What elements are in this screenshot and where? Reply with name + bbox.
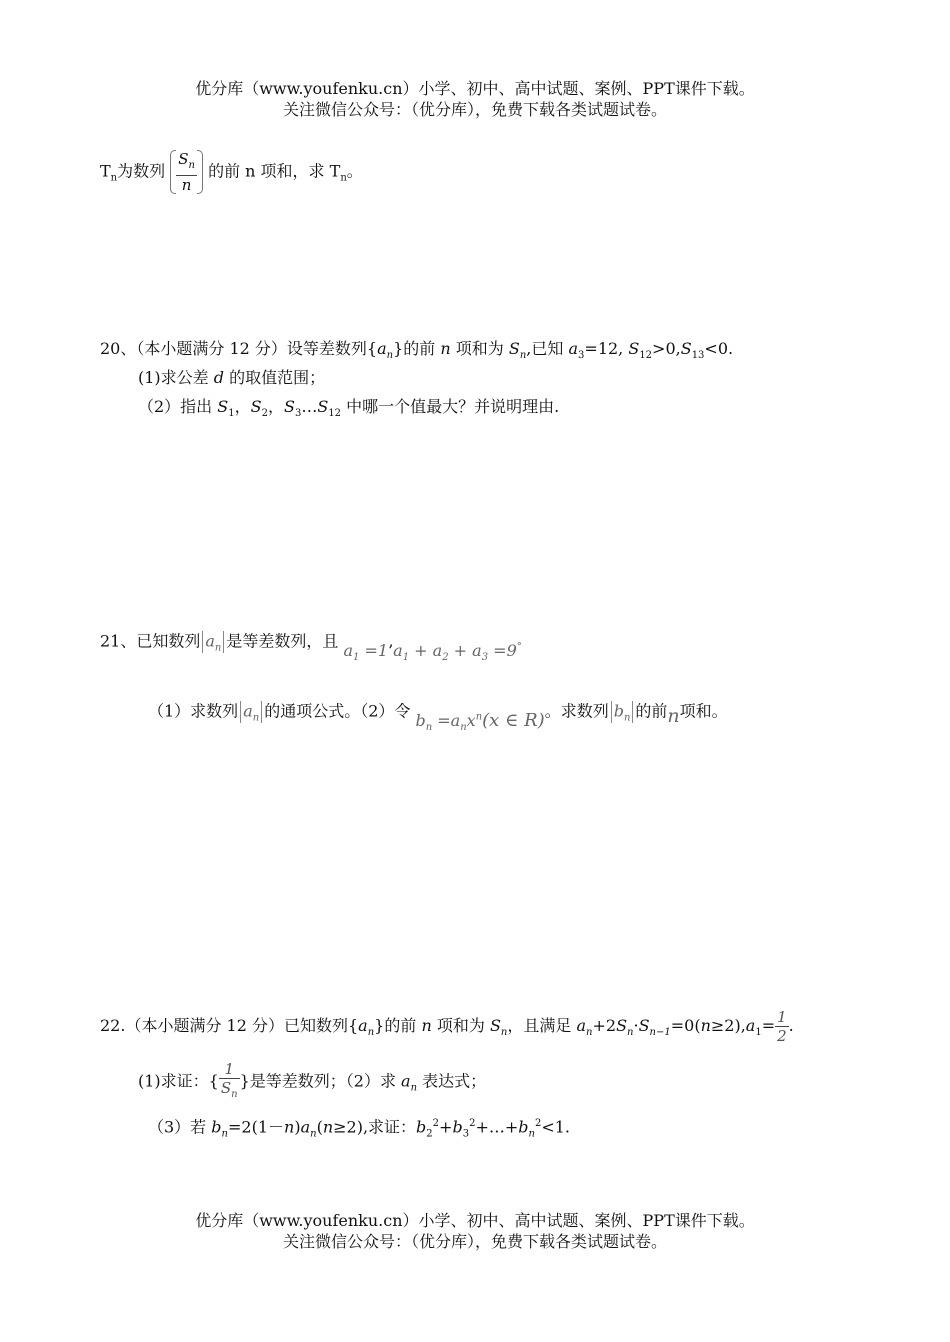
q22-a1-eq: = (761, 1016, 776, 1035)
q22-rel-dot: · (633, 1016, 639, 1035)
q22-p3-bn: b (518, 1117, 529, 1137)
q21-plus1: + (409, 641, 433, 661)
q20-a: a (377, 339, 387, 358)
q21-x: x (466, 711, 476, 731)
q22-p3-d: ) (294, 1117, 301, 1137)
q21-c2-val: =9 (488, 641, 517, 661)
q22-p3-e: ( (316, 1117, 323, 1137)
q22-p3-f: ≥2),求证： (333, 1117, 417, 1137)
half-den: 2 (777, 1027, 787, 1045)
q20-p2-s1: S (217, 397, 229, 416)
q21-an-sub: n (460, 722, 467, 734)
p1-den-sub: n (231, 1089, 238, 1100)
q20-n: n (440, 339, 451, 358)
q20-statement (100, 337, 733, 368)
q21-c1-val: =1 (359, 641, 389, 661)
q22-p3-b3-sup: 2 (469, 1118, 476, 1129)
q22-rel-s2: S (638, 1016, 650, 1035)
q21-p1-a: （1）求数列 (148, 701, 239, 721)
q20-s13: S (680, 339, 692, 358)
q22-p3-c: =2(1－ (227, 1117, 284, 1137)
q20-part-2 (138, 395, 559, 426)
q21-mid1: 是等差数列，且 (226, 631, 339, 651)
q21-parts (148, 696, 728, 734)
q21-c1-sub: 1 (353, 652, 360, 664)
q21-plus2: + (448, 641, 473, 661)
q20-mid6: <0. (704, 339, 734, 358)
q22-a: a (358, 1016, 368, 1035)
q20-mid2: 项和为 (450, 339, 509, 358)
q22-p3-plus1: + (439, 1117, 453, 1137)
q22-part-3 (148, 1112, 570, 1147)
q20-p2-c1: ， (234, 397, 251, 416)
q21-p1-c: 。求数列 (544, 701, 609, 721)
q20-intro: （本小题满分 12 分）设等差数列{ (136, 339, 378, 358)
q22-p1-an-sub: n (410, 1082, 418, 1094)
q22-p3-b: b (211, 1117, 222, 1137)
page-footer (0, 1210, 950, 1252)
q22-number: 22. (100, 1016, 126, 1035)
q21-p1-d: 的前 (635, 701, 668, 721)
q20-p2-s2-sub: 2 (261, 408, 268, 420)
q22-s: S (489, 1016, 501, 1035)
q20-s12-sub: 12 (639, 350, 653, 362)
q21-p1-seq2-sub: n (623, 712, 631, 724)
seq-bar-right-2 (261, 701, 262, 723)
q22-a-sub: n (367, 1027, 375, 1039)
q21-c4-sub: 3 (481, 652, 489, 664)
q22-p3-plus2: +…+ (475, 1117, 519, 1137)
q22-rel-n: n (700, 1016, 711, 1035)
q20-p2-c2: ， (267, 397, 284, 416)
p1-num: 1 (224, 1060, 234, 1078)
footer-line-1: 优分库（www.youfenku.cn）小学、初中、高中试题、案例、PPT课件下载。 (195, 1211, 755, 1230)
header-line-1: 优分库（www.youfenku.cn）小学、初中、高中试题、案例、PPT课件下载。 (195, 79, 755, 98)
q21-conditions (343, 641, 522, 664)
q21-c1: a (343, 641, 354, 661)
q22-p3-b2: b (416, 1117, 427, 1137)
q20-p2-dots: … (301, 397, 318, 416)
seq-bar-right-3 (632, 701, 633, 723)
q22-p1-c: 表达式； (417, 1071, 487, 1091)
q20-mid1: }的前 (393, 339, 441, 358)
q21-p1-e: 项和。 (679, 701, 728, 721)
seq-bar-left (202, 631, 203, 653)
q20-p2-b: 中哪一个值最大？并说明理由. (341, 397, 560, 416)
q22-a1: a (745, 1016, 756, 1035)
q20-a3-sub: 3 (578, 350, 585, 362)
q20-mid4: =12, (584, 339, 629, 358)
q20-p1-a: (1)求公差 (138, 368, 214, 387)
t2-sub: n (340, 172, 347, 184)
one-over-sn-fraction (219, 1060, 240, 1104)
q22-statement (100, 1008, 794, 1045)
q22-rel-s1: S (616, 1016, 628, 1035)
q22-p3-bn-sub: n (528, 1128, 535, 1140)
q22-rel-a-sub: n (586, 1027, 593, 1039)
q22-rel-s2-sub: n−1 (649, 1027, 671, 1039)
q22-p3-bn-sup: 2 (534, 1118, 542, 1129)
q22-p3-b2-sub: 2 (426, 1128, 433, 1140)
q20-a-sub: n (386, 350, 394, 362)
q20-p1-d: d (213, 368, 225, 387)
frac-den: n (176, 175, 197, 194)
q22-rel-d: ≥2), (710, 1016, 746, 1035)
q22-mid1: }的前 (374, 1016, 422, 1035)
sequence-brace (170, 150, 203, 194)
q20-p2-s2: S (250, 397, 262, 416)
q22-rel-c: =0( (670, 1016, 701, 1035)
q20-s12: S (628, 339, 640, 358)
q21-an: a (450, 711, 461, 731)
q21-statement (100, 626, 522, 664)
q20-number: 20、 (100, 339, 137, 358)
q21-x-sup: n (475, 712, 483, 723)
q22-n: n (421, 1016, 432, 1035)
q21-eq: = (432, 711, 451, 731)
q22-p3-an: a (300, 1117, 311, 1137)
q22-p3-n: n (284, 1117, 295, 1137)
q19-tail (100, 150, 363, 194)
footer-line-2: 关注微信公众号：（优分库），免费下载各类试题试卷。 (282, 1232, 667, 1251)
q22-p1-b: }是等差数列；（2）求 (239, 1071, 402, 1091)
q22-rel-a: a (576, 1016, 587, 1035)
q22-intro: （本小题满分 12 分）已知数列{ (125, 1016, 359, 1035)
q21-b-sub: n (425, 722, 433, 734)
q19-text-2: 的前 n 项和，求 T (208, 161, 341, 181)
q22-end: . (788, 1016, 794, 1035)
q22-mid2: 项和为 (431, 1016, 490, 1035)
one-half-fraction (775, 1008, 789, 1045)
q20-mid5: >0, (652, 339, 681, 358)
q22-mid3: ，且满足 (507, 1016, 577, 1035)
q22-p3-an-sub: n (310, 1128, 317, 1140)
q22-p3-b3: b (452, 1117, 463, 1137)
q20-p2-s3-sub: 3 (294, 408, 302, 420)
q21-bn-def (415, 710, 545, 734)
q21-n: n (667, 705, 680, 728)
q19-end: 。 (346, 161, 363, 181)
q20-a3: a (568, 339, 579, 358)
q21-p1-seq2: b (613, 701, 624, 721)
p1-den: S (220, 1079, 232, 1097)
q20-s: S (508, 339, 520, 358)
q22-p3-b2-sup: 2 (432, 1118, 440, 1129)
frac-num-sub: n (188, 160, 195, 171)
q21-c2: a (393, 641, 403, 661)
seq-bar-right (223, 631, 224, 653)
q22-p3-n2: n (322, 1117, 334, 1137)
frac-num: S (178, 150, 189, 168)
q21-c4: a (472, 641, 482, 661)
q21-c2-sub: 1 (402, 652, 410, 664)
q20-p2-a: （2）指出 (138, 397, 218, 416)
q21-p1-seq: a (243, 701, 253, 721)
t-sub: n (110, 172, 118, 184)
q21-p1-b: 的通项公式。（2）令 (264, 701, 411, 721)
sn-over-n-fraction (176, 150, 197, 194)
q22-parts-1-2 (138, 1060, 486, 1104)
q20-p2-s12: S (317, 397, 329, 416)
t-symbol: T (100, 161, 111, 181)
header-line-2: 关注微信公众号：（优分库），免费下载各类试题试卷。 (282, 100, 667, 119)
q20-p1-b: 的取值范围； (224, 368, 326, 387)
q22-p1-a: (1)求证：{ (138, 1071, 219, 1091)
q22-a1-sub: 1 (755, 1027, 762, 1039)
q21-seq-a-sub: n (214, 642, 222, 654)
q22-p1-an: a (401, 1071, 411, 1091)
q22-p3-a: （3）若 (148, 1117, 212, 1137)
seq-bar-left-2 (240, 701, 241, 723)
q21-c3-sub: 2 (442, 652, 449, 664)
q22-s-sub: n (500, 1027, 508, 1039)
q22-rel-s1-sub: n (627, 1027, 634, 1039)
q21-deg: ° (516, 642, 522, 653)
q19-text-1: 为数列 (117, 161, 166, 181)
seq-bar-left-3 (611, 701, 612, 723)
q22-p3-g: <1. (541, 1117, 571, 1137)
q21-comma: ’ (388, 641, 394, 661)
q21-number: 21、已知数列 (100, 631, 201, 651)
half-num: 1 (777, 1008, 787, 1026)
q20-part-1 (138, 366, 325, 390)
q20-mid3: ,已知 (526, 339, 569, 358)
q21-c3: a (432, 641, 443, 661)
q20-s-sub: n (519, 350, 527, 362)
q20-p2-s1-sub: 1 (228, 408, 235, 420)
q21-b: b (415, 711, 426, 731)
q20-p2-s3: S (284, 397, 295, 416)
q22-p3-b3-sub: 3 (462, 1128, 470, 1140)
q21-seq-a: a (205, 631, 215, 651)
q21-paren: (x ∈ R) (482, 710, 545, 732)
q20-p2-s12-sub: 12 (328, 408, 342, 420)
q22-rel-b: +2 (592, 1016, 617, 1035)
q22-p3-b-sub: n (221, 1128, 228, 1140)
q20-s13-sub: 13 (691, 350, 705, 362)
q21-p1-seq-sub: n (252, 712, 260, 724)
page-header (0, 78, 950, 120)
